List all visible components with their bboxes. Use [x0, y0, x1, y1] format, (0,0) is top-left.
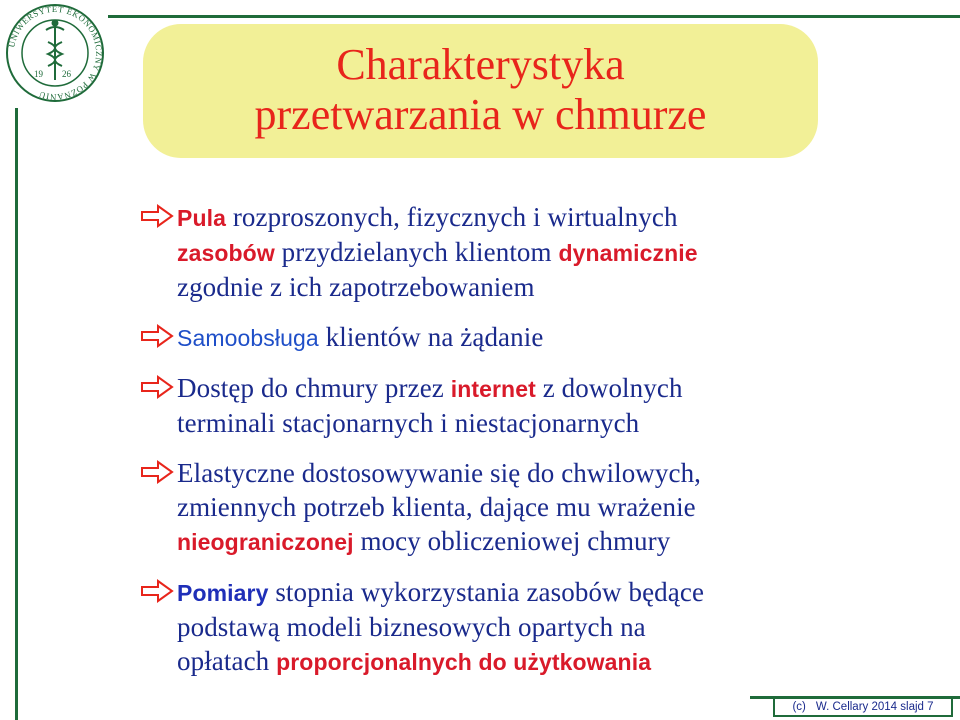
arrow-right-icon	[140, 375, 174, 399]
bullet-text: Dostęp do chmury przez	[177, 373, 451, 403]
bullet-list	[140, 200, 940, 695]
bullet-item	[140, 200, 940, 304]
left-frame-line	[15, 108, 18, 720]
bullet-text: terminali stacjonarnych i niestacjonarnych	[177, 408, 640, 438]
bullet-text: zmiennych potrzeb klienta, dające mu wrażenie	[177, 492, 696, 522]
bullet-text: zgodnie z ich zapotrzebowaniem	[177, 272, 535, 302]
bullet-keyword: Pula	[177, 205, 226, 231]
bullet-keyword: zasobów	[177, 240, 275, 266]
title-line-1: Charakterystyka	[336, 40, 625, 89]
bullet-line	[177, 610, 940, 644]
bullet-item	[140, 320, 940, 355]
bullet-line	[177, 524, 940, 559]
bullet-keyword: Samoobsługa	[177, 325, 319, 351]
logo-year-left: 19	[34, 69, 43, 79]
bullet-keyword: internet	[450, 376, 536, 402]
bullet-text: Elastyczne dostosowywanie się do chwilowych,	[177, 458, 702, 488]
bullet-text: rozproszonych, fizycznych i wirtualnych	[225, 202, 678, 232]
arrow-right-icon	[140, 579, 174, 603]
bullet-line	[177, 406, 940, 440]
bullet-item	[140, 575, 940, 679]
bullet-text: z dowolnych	[535, 373, 683, 403]
bullet-text: opłatach	[177, 646, 277, 676]
arrow-right-icon	[140, 204, 174, 228]
bullet-keyword: proporcjonalnych do użytkowania	[276, 649, 652, 675]
arrow-right-icon	[140, 460, 174, 484]
university-logo	[4, 2, 106, 104]
bullet-text: mocy obliczeniowej chmury	[353, 526, 671, 556]
logo-ring-text: UNIWERSYTET EKONOMICZNY W POZNANIU	[6, 3, 105, 103]
bullet-line	[177, 371, 940, 406]
title-line-2: przetwarzania w chmurze	[254, 90, 707, 139]
bullet-text: klientów na żądanie	[318, 322, 544, 352]
footer-copyright: (c)	[792, 701, 806, 713]
slide-title	[143, 40, 818, 140]
top-frame-line	[108, 15, 960, 18]
footer-author-slide: W. Cellary 2014 slajd 7	[815, 701, 934, 713]
bullet-keyword: Pomiary	[177, 580, 269, 606]
bullet-item	[140, 371, 940, 440]
bullet-line	[177, 270, 940, 304]
bullet-line	[177, 456, 940, 490]
bullet-line	[177, 200, 940, 235]
bullet-text: podstawą modeli biznesowych opartych na	[177, 612, 646, 642]
bullet-keyword: nieograniczonej	[177, 529, 354, 555]
bullet-item	[140, 456, 940, 559]
bullet-keyword: dynamicznie	[558, 240, 698, 266]
bullet-line	[177, 235, 940, 270]
bullet-line	[177, 490, 940, 524]
bullet-line	[177, 644, 940, 679]
bullet-line	[177, 575, 940, 610]
bullet-text: stopnia wykorzystania zasobów będące	[268, 577, 705, 607]
logo-year-right: 26	[62, 69, 71, 79]
title-box	[143, 24, 818, 158]
bullet-line	[177, 320, 940, 355]
arrow-right-icon	[140, 324, 174, 348]
slide-footer	[773, 697, 953, 717]
bullet-text: przydzielanych klientom	[274, 237, 559, 267]
